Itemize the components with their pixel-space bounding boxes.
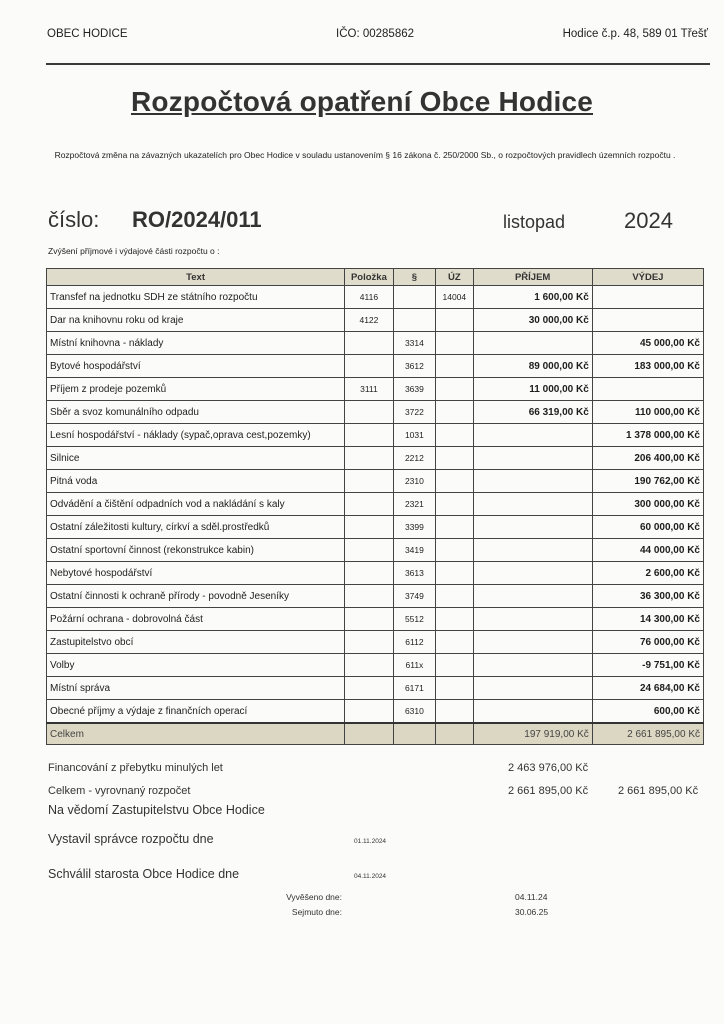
row-text: Transfef na jednotku SDH ze státního rozpočtu: [47, 286, 345, 309]
row-text: Ostatní záležitosti kultury, církví a sděl.prostředků: [47, 516, 345, 539]
table-row: [47, 309, 704, 332]
row-text: Pitná voda: [47, 470, 345, 493]
year: 2024: [624, 208, 673, 233]
row-uz: [436, 631, 473, 654]
row-vydej: 206 400,00 Kč: [592, 447, 703, 470]
balanced-vydej: 2 661 895,00 Kč: [618, 785, 699, 797]
table-row: [47, 493, 704, 516]
row-paragraf: 3749: [393, 585, 435, 608]
row-vydej: 600,00 Kč: [592, 700, 703, 724]
row-vydej: 44 000,00 Kč: [592, 539, 703, 562]
col-header-paragraf: §: [393, 269, 435, 286]
financing-value: 2 463 976,00 Kč: [508, 762, 589, 774]
row-text: Silnice: [47, 447, 345, 470]
row-vydej: 24 684,00 Kč: [592, 677, 703, 700]
org-ico: IČO: 00285862: [336, 28, 415, 40]
row-polozka: [345, 493, 394, 516]
posted-label: Vyvěšeno dne:: [286, 892, 342, 902]
row-text: Ostatní sportovní činnost (rekonstrukce kabin): [47, 539, 345, 562]
table-row: [47, 378, 704, 401]
row-uz: [436, 562, 473, 585]
row-vydej: 190 762,00 Kč: [592, 470, 703, 493]
row-text: Lesní hospodářství - náklady (sypač,oprava cest,pozemky): [47, 424, 345, 447]
row-paragraf: 611x: [393, 654, 435, 677]
table-row: [47, 401, 704, 424]
balanced-label: Celkem - vyrovnaný rozpočet: [48, 785, 191, 797]
row-paragraf: 2321: [393, 493, 435, 516]
row-vydej: [592, 378, 703, 401]
table-row: [47, 585, 704, 608]
row-vydej: [592, 286, 703, 309]
acknowledged-note: Na vědomí Zastupitelstvu Obce Hodice: [48, 803, 265, 817]
row-text: Odvádění a čištění odpadních vod a nakládání s kaly: [47, 493, 345, 516]
row-vydej: 14 300,00 Kč: [592, 608, 703, 631]
table-row: [47, 516, 704, 539]
table-row: [47, 700, 704, 724]
row-prijem: 11 000,00 Kč: [473, 378, 592, 401]
row-paragraf: 3612: [393, 355, 435, 378]
row-prijem: [473, 677, 592, 700]
row-vydej: 1 378 000,00 Kč: [592, 424, 703, 447]
row-uz: [436, 700, 473, 724]
row-text: Příjem z prodeje pozemků: [47, 378, 345, 401]
row-vydej: 2 600,00 Kč: [592, 562, 703, 585]
row-text: Volby: [47, 654, 345, 677]
posted-date: 04.11.24: [515, 892, 548, 902]
row-polozka: [345, 355, 394, 378]
row-uz: [436, 493, 473, 516]
financing-label: Financování z přebytku minulých let: [48, 762, 223, 774]
row-vydej: -9 751,00 Kč: [592, 654, 703, 677]
row-polozka: 3111: [345, 378, 394, 401]
row-uz: [436, 309, 473, 332]
table-header-row: [47, 269, 704, 286]
table-row: [47, 355, 704, 378]
row-prijem: [473, 424, 592, 447]
org-address: Hodice č.p. 48, 589 01 Třešť: [562, 28, 708, 40]
total-row: [47, 723, 704, 745]
col-header-uz: ÚZ: [436, 269, 473, 286]
row-polozka: [345, 700, 394, 724]
row-vydej: 110 000,00 Kč: [592, 401, 703, 424]
row-text: Obecné příjmy a výdaje z finančních operací: [47, 700, 345, 724]
row-paragraf: 6171: [393, 677, 435, 700]
row-uz: [436, 654, 473, 677]
total-label: Celkem: [47, 723, 345, 745]
row-polozka: [345, 332, 394, 355]
row-prijem: [473, 516, 592, 539]
removed-label: Sejmuto dne:: [291, 907, 342, 917]
row-polozka: [345, 539, 394, 562]
row-prijem: [473, 562, 592, 585]
table-row: [47, 447, 704, 470]
row-prijem: 30 000,00 Kč: [473, 309, 592, 332]
row-paragraf: 3419: [393, 539, 435, 562]
row-vydej: 76 000,00 Kč: [592, 631, 703, 654]
intro-text: Rozpočtová změna na závazných ukazatelích pro Obec Hodice v souladu ustanovením § 16 zákona č. 250/2000 Sb., o rozpočtových pravidlech územních rozpočtu .: [54, 150, 676, 160]
row-paragraf: 3399: [393, 516, 435, 539]
table-row: [47, 562, 704, 585]
total-vydej: 2 661 895,00 Kč: [592, 723, 703, 745]
row-text: Nebytové hospodářství: [47, 562, 345, 585]
table-row: [47, 286, 704, 309]
table-row: [47, 677, 704, 700]
row-polozka: [345, 585, 394, 608]
row-uz: 14004: [436, 286, 473, 309]
table-row: [47, 608, 704, 631]
row-polozka: [345, 516, 394, 539]
col-header-text: Text: [47, 269, 345, 286]
approved-date: 04.11.2024: [354, 873, 387, 880]
row-text: Ostatní činnosti k ochraně přírody - povodně Jeseníky: [47, 585, 345, 608]
row-polozka: [345, 562, 394, 585]
balanced-prijem: 2 661 895,00 Kč: [508, 785, 589, 797]
row-uz: [436, 539, 473, 562]
number-label: číslo:: [48, 207, 100, 232]
page-title: Rozpočtová opatření Obce Hodice: [130, 86, 594, 117]
col-header-prijem: PŘÍJEM: [473, 269, 592, 286]
row-polozka: [345, 631, 394, 654]
col-header-vydej: VÝDEJ: [592, 269, 703, 286]
row-uz: [436, 677, 473, 700]
row-vydej: 36 300,00 Kč: [592, 585, 703, 608]
row-prijem: [473, 539, 592, 562]
row-paragraf: 3722: [393, 401, 435, 424]
col-header-polozka: Položka: [345, 269, 394, 286]
row-uz: [436, 516, 473, 539]
row-text: Dar na knihovnu roku od kraje: [47, 309, 345, 332]
row-prijem: 66 319,00 Kč: [473, 401, 592, 424]
row-vydej: 183 000,00 Kč: [592, 355, 703, 378]
row-uz: [436, 585, 473, 608]
row-text: Bytové hospodářství: [47, 355, 345, 378]
org-name: OBEC HODICE: [47, 28, 128, 40]
table-row: [47, 631, 704, 654]
row-paragraf: 6310: [393, 700, 435, 724]
table-row: [47, 424, 704, 447]
row-text: Sběr a svoz komunálního odpadu: [47, 401, 345, 424]
row-paragraf: 2310: [393, 470, 435, 493]
row-vydej: [592, 309, 703, 332]
row-text: Místní knihovna - náklady: [47, 332, 345, 355]
row-prijem: [473, 654, 592, 677]
row-paragraf: 6112: [393, 631, 435, 654]
row-uz: [436, 608, 473, 631]
issued-date: 01.11.2024: [354, 838, 387, 845]
row-text: Požární ochrana - dobrovolná část: [47, 608, 345, 631]
row-polozka: [345, 654, 394, 677]
row-prijem: [473, 700, 592, 724]
row-polozka: [345, 447, 394, 470]
budget-table: [46, 268, 704, 745]
row-uz: [436, 470, 473, 493]
row-paragraf: 1031: [393, 424, 435, 447]
table-row: [47, 539, 704, 562]
row-paragraf: 5512: [393, 608, 435, 631]
row-paragraf: 3314: [393, 332, 435, 355]
row-polozka: [345, 424, 394, 447]
row-prijem: 89 000,00 Kč: [473, 355, 592, 378]
row-prijem: [473, 585, 592, 608]
number-value: RO/2024/011: [132, 207, 262, 232]
row-paragraf: 3639: [393, 378, 435, 401]
row-prijem: [473, 332, 592, 355]
table-row: [47, 332, 704, 355]
row-prijem: [473, 608, 592, 631]
subheading: Zvýšení příjmové i výdajové části rozpočtu o :: [48, 246, 220, 256]
row-paragraf: [393, 309, 435, 332]
row-polozka: [345, 677, 394, 700]
header-divider: [46, 63, 710, 65]
row-prijem: [473, 447, 592, 470]
row-polozka: [345, 470, 394, 493]
row-prijem: [473, 631, 592, 654]
month: listopad: [503, 212, 566, 232]
row-text: Místní správa: [47, 677, 345, 700]
row-vydej: 60 000,00 Kč: [592, 516, 703, 539]
row-paragraf: [393, 286, 435, 309]
row-polozka: [345, 401, 394, 424]
row-uz: [436, 355, 473, 378]
row-prijem: 1 600,00 Kč: [473, 286, 592, 309]
row-polozka: [345, 608, 394, 631]
row-uz: [436, 401, 473, 424]
row-uz: [436, 332, 473, 355]
row-uz: [436, 447, 473, 470]
table-row: [47, 470, 704, 493]
table-row: [47, 654, 704, 677]
row-polozka: 4122: [345, 309, 394, 332]
row-paragraf: 2212: [393, 447, 435, 470]
removed-date: 30.06.25: [515, 907, 549, 917]
row-uz: [436, 378, 473, 401]
row-paragraf: 3613: [393, 562, 435, 585]
row-text: Zastupitelstvo obcí: [47, 631, 345, 654]
row-prijem: [473, 470, 592, 493]
row-polozka: 4116: [345, 286, 394, 309]
row-vydej: 45 000,00 Kč: [592, 332, 703, 355]
row-uz: [436, 424, 473, 447]
row-vydej: 300 000,00 Kč: [592, 493, 703, 516]
issued-label: Vystavil správce rozpočtu dne: [48, 832, 214, 846]
approved-label: Schválil starosta Obce Hodice dne: [48, 867, 240, 881]
row-prijem: [473, 493, 592, 516]
total-prijem: 197 919,00 Kč: [473, 723, 592, 745]
